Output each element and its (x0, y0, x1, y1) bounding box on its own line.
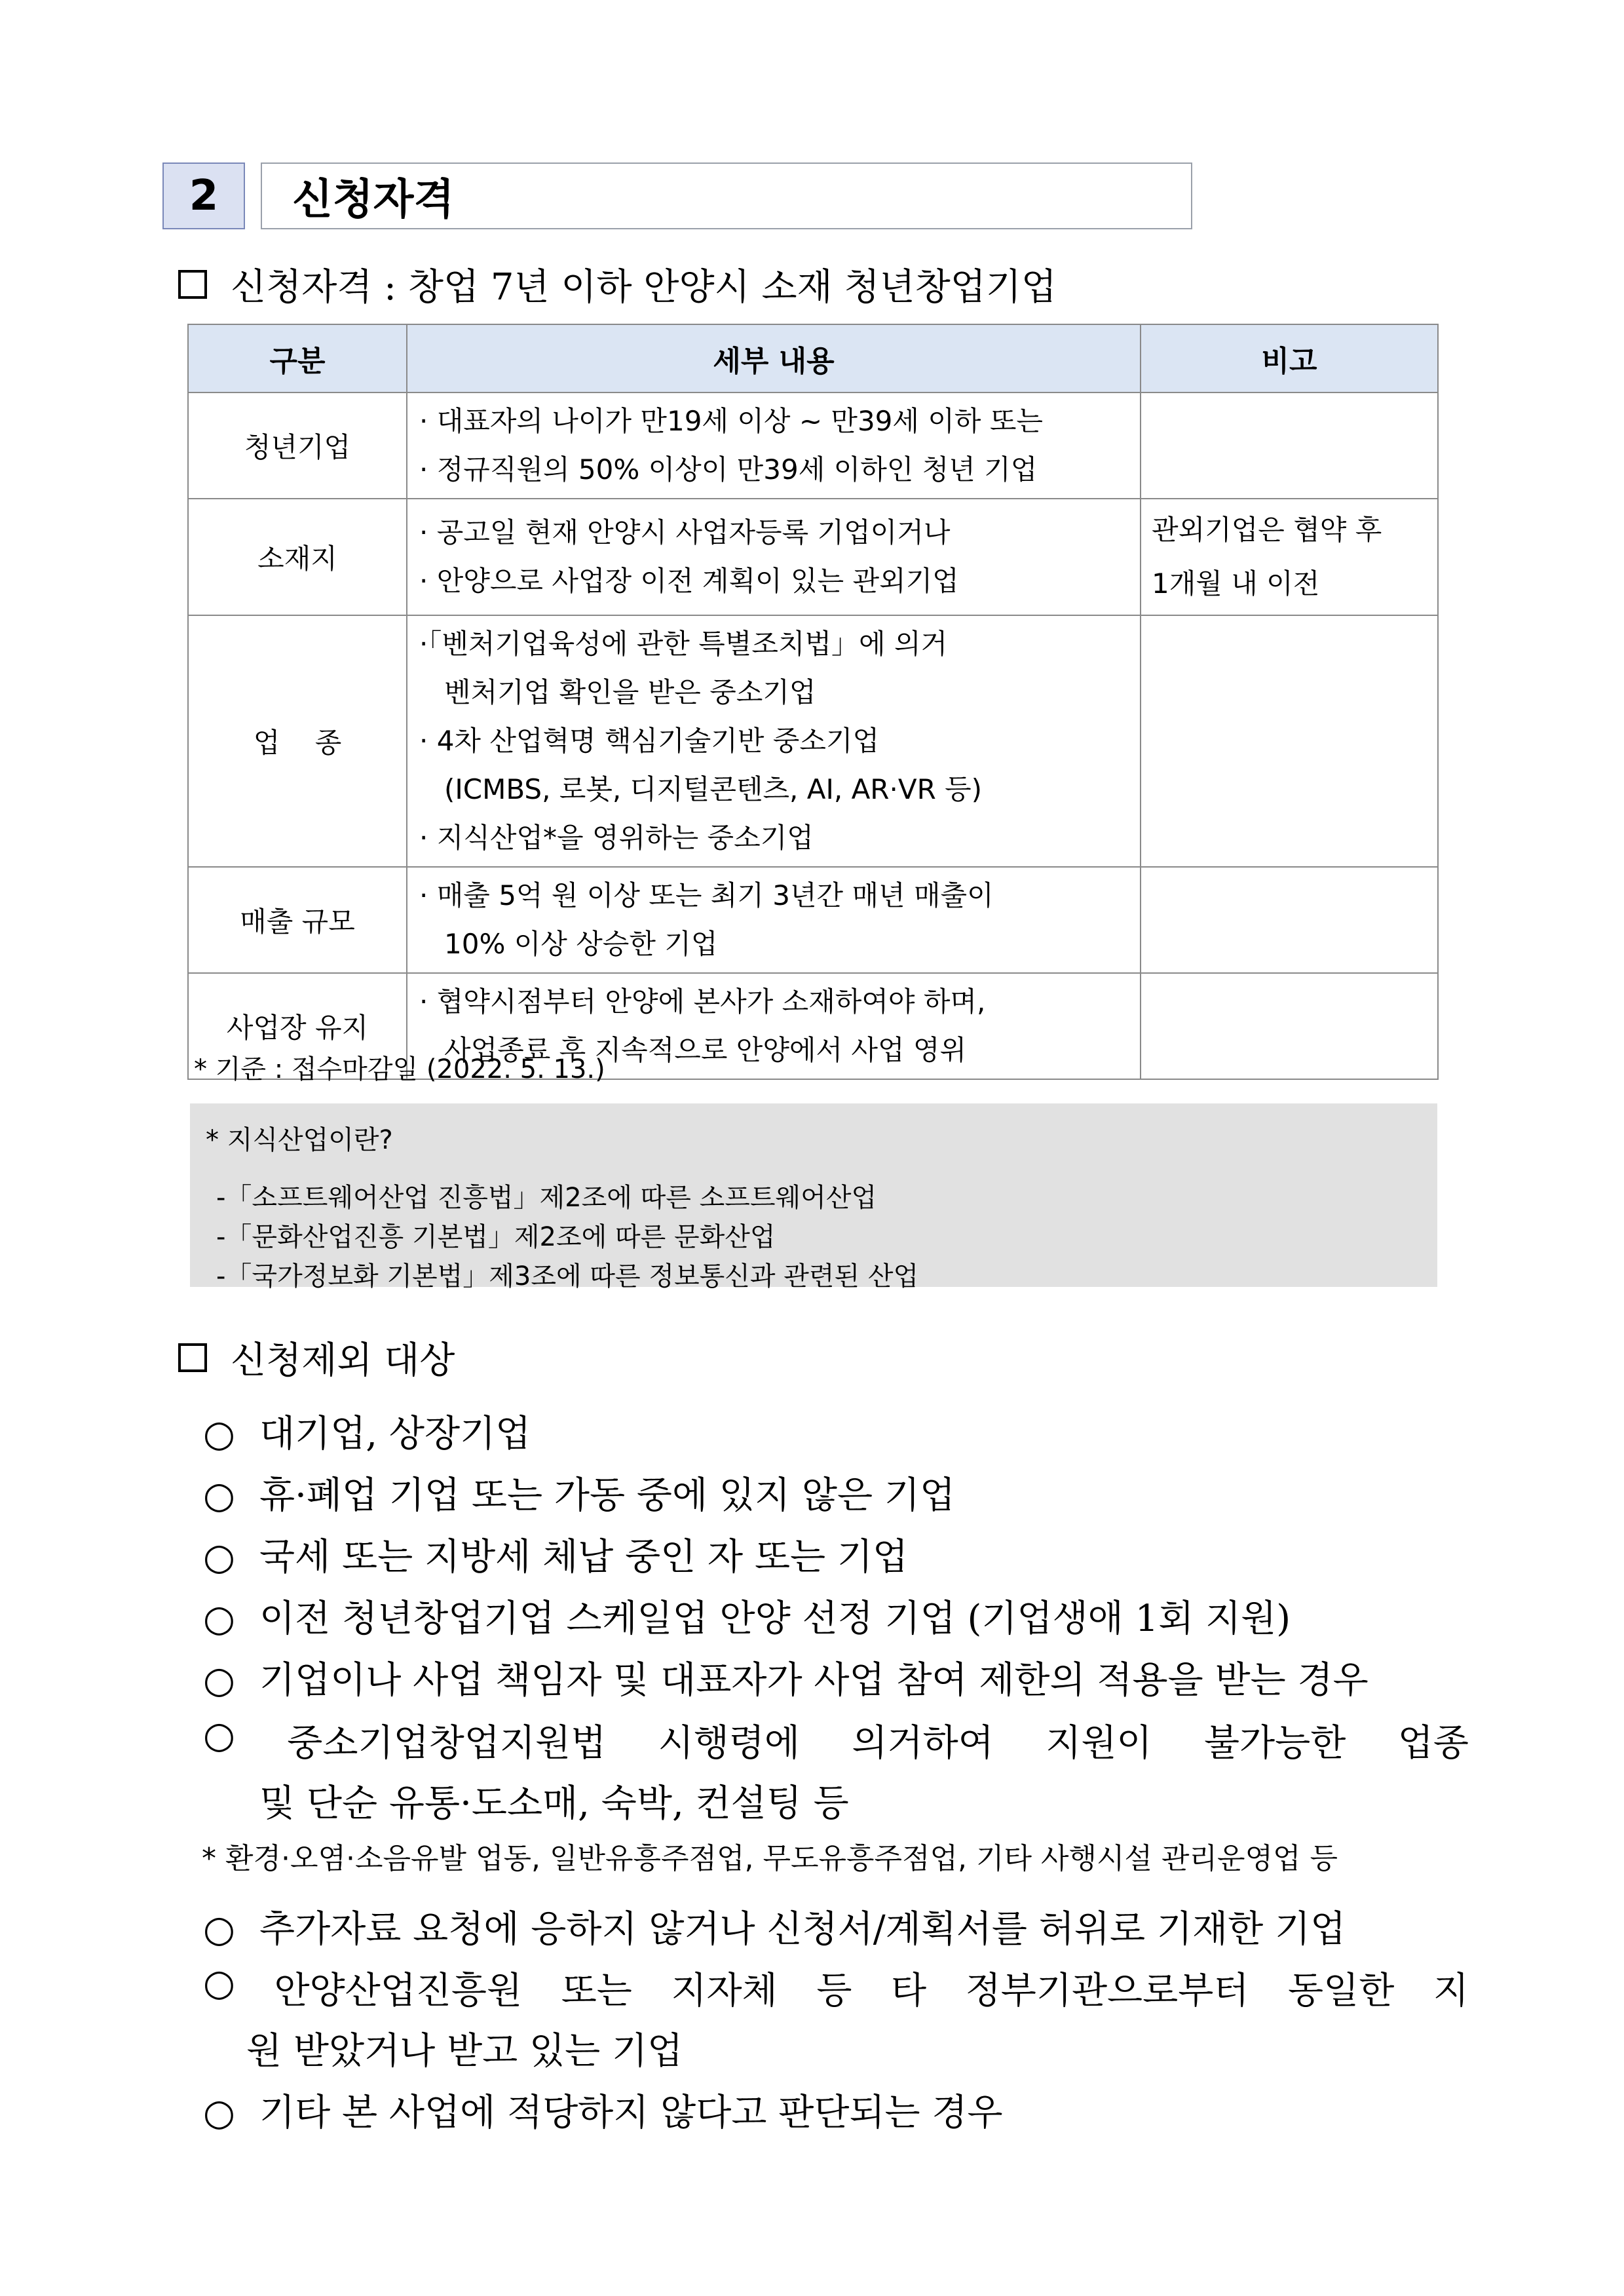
exclusion-word: 지원이 (1046, 1722, 1152, 1765)
checkbox-square-icon (178, 1343, 207, 1372)
exclusion-footnote: * 환경·오염·소음유발 업동, 일반유흥주점업, 무도유흥주점업, 기타 사행시설 관리운영업 등 (202, 1842, 1338, 1875)
row-details (407, 615, 1141, 867)
row-details (407, 867, 1141, 973)
exclusion-item (203, 1466, 955, 1519)
exclusion-word: 의거하여 (852, 1722, 994, 1765)
exclusion-item (203, 1528, 908, 1580)
basis-note: * 기준 : 접수마감일 (2022. 5. 13.) (194, 1054, 605, 1084)
detail-line: · 협약시점부터 안양에 본사가 소재하여야 하며, (419, 985, 986, 1018)
exclusion-item (203, 1962, 1469, 2014)
row-note (1141, 973, 1438, 1079)
detail-line: · 대표자의 나이가 만19세 이상 ~ 만39세 이하 또는 (419, 405, 1043, 437)
eligibility-table (187, 324, 1439, 1080)
table-row (188, 615, 1438, 867)
table-row (188, 867, 1438, 973)
exclusion-continuation: 및 단순 유통·도소매, 숙박, 컨설팅 등 (259, 1782, 849, 1825)
exclusion-item (203, 1651, 1369, 1704)
row-category: 매출 규모 (188, 867, 407, 973)
exclusion-item (203, 1405, 531, 1457)
circle-bullet-icon: ○ (203, 1714, 235, 1757)
detail-line: · 정규직원의 50% 이상이 만39세 이하인 청년 기업 (419, 453, 1038, 486)
knowledge-item: -「국가정보화 기본법」제3조에 따른 정보통신과 관련된 산업 (216, 1261, 919, 1292)
eligibility-heading-text: 신청자격 : 창업 7년 이하 안양시 소재 청년창업기업 (231, 266, 1057, 309)
table-header-row (188, 324, 1438, 392)
detail-line: · 4차 산업혁명 핵심기술기반 중소기업 (419, 725, 880, 757)
detail-line: 사업종료 후 지속적으로 안양에서 사업 영위 (444, 1034, 967, 1066)
exclusion-continuation: 원 받았거나 받고 있는 기업 (246, 2030, 683, 2073)
detail-line: ·「벤처기업육성에 관한 특별조치법」에 의거 (419, 628, 948, 660)
row-details (407, 499, 1141, 615)
header-note: 비고 (1141, 324, 1438, 392)
exclusion-word: 시행령에 (658, 1722, 800, 1765)
detail-line: · 지식산업*을 영위하는 중소기업 (419, 822, 814, 854)
exclusion-word: 안양산업진흥원 (274, 1970, 523, 2012)
detail-line: · 안양으로 사업장 이전 계획이 있는 관외기업 (419, 565, 959, 597)
exclusion-text: 휴·폐업 기업 또는 가동 중에 있지 않은 기업 (259, 1474, 956, 1517)
circle-bullet-icon: ○ (203, 1659, 235, 1702)
note-line: 관외기업은 협약 후 (1152, 514, 1382, 546)
exclusion-text: 대기업, 상장기업 (259, 1413, 531, 1455)
circle-bullet-icon: ○ (203, 1908, 235, 1951)
detail-line: 벤처기업 확인을 받은 중소기업 (444, 676, 816, 708)
exclusion-text: 추가자료 요청에 응하지 않거나 신청서/계획서를 허위로 기재한 기업 (259, 1908, 1346, 1951)
knowledge-box-title: * 지식산업이란? (206, 1125, 393, 1155)
row-category: 청년기업 (188, 392, 407, 499)
exclusion-item (203, 1900, 1346, 1953)
circle-bullet-icon: ○ (203, 1413, 235, 1455)
knowledge-item: -「문화산업진흥 기본법」제2조에 따른 문화산업 (216, 1222, 776, 1252)
row-note (1141, 867, 1438, 973)
exclusion-text: 이전 청년창업기업 스케일업 안양 선정 기업 (기업생애 1회 지원) (259, 1598, 1291, 1640)
exclusion-text: 국세 또는 지방세 체납 중인 자 또는 기업 (259, 1536, 909, 1578)
exclusion-word: 지자체 (671, 1970, 778, 2012)
section-number: 2 (189, 172, 219, 220)
exclusion-text: 기업이나 사업 책임자 및 대표자가 사업 참여 제한의 적용을 받는 경우 (259, 1659, 1369, 1702)
knowledge-item: -「소프트웨어산업 진흥법」제2조에 따른 소프트웨어산업 (216, 1183, 877, 1213)
exclusion-word: 불가능한 (1203, 1722, 1346, 1765)
circle-bullet-icon: ○ (203, 1962, 235, 2004)
section-title: 신청자격 (292, 176, 455, 224)
exclusion-text: 기타 본 사업에 적당하지 않다고 판단되는 경우 (259, 2092, 1003, 2134)
exclusion-word: 업종 (1397, 1722, 1469, 1765)
exclusion-word: 타 (890, 1970, 927, 2012)
exclusion-item (203, 1714, 1469, 1767)
table-row (188, 499, 1438, 615)
checkbox-square-icon (178, 270, 207, 299)
header-details: 세부 내용 (407, 324, 1141, 392)
circle-bullet-icon: ○ (203, 1474, 235, 1517)
row-category: 업 종 (188, 615, 407, 867)
exclusion-word: 중소기업창업지원법 (287, 1722, 607, 1765)
exclusion-item (203, 1590, 1291, 1642)
detail-line: 10% 이상 상승한 기업 (444, 928, 718, 960)
row-note (1141, 392, 1438, 499)
row-note (1141, 615, 1438, 867)
header-category: 구분 (188, 324, 407, 392)
knowledge-industry-box (190, 1103, 1437, 1292)
note-line: 1개월 내 이전 (1152, 567, 1320, 600)
detail-line: · 매출 5억 원 이상 또는 최기 3년간 매년 매출이 (419, 879, 994, 911)
exclusion-heading-text: 신청제외 대상 (231, 1339, 455, 1382)
exclusion-word: 또는 (561, 1970, 632, 2012)
circle-bullet-icon: ○ (203, 1598, 235, 1640)
exclusion-word: 동일한 (1288, 1970, 1395, 2012)
exclusion-word: 정부기관으로부터 (965, 1970, 1249, 2012)
eligibility-heading (178, 258, 1057, 311)
section-title-box (261, 163, 1192, 229)
table-row (188, 392, 1438, 499)
detail-line: · 공고일 현재 안양시 사업자등록 기업이거나 (419, 516, 951, 548)
circle-bullet-icon: ○ (203, 1536, 235, 1578)
row-note (1141, 499, 1438, 615)
section-number-box (162, 163, 245, 229)
exclusion-word: 지 (1433, 1970, 1469, 2012)
exclusion-word: 등 (816, 1970, 852, 2012)
detail-line: (ICMBS, 로봇, 디지털콘텐츠, AI, AR·VR 등) (444, 773, 983, 805)
row-details (407, 392, 1141, 499)
circle-bullet-icon: ○ (203, 2092, 235, 2134)
exclusion-item (203, 2084, 1003, 2136)
exclusion-heading (178, 1331, 455, 1384)
row-category: 사업장 유지 (188, 973, 407, 1079)
row-category: 소재지 (188, 499, 407, 615)
